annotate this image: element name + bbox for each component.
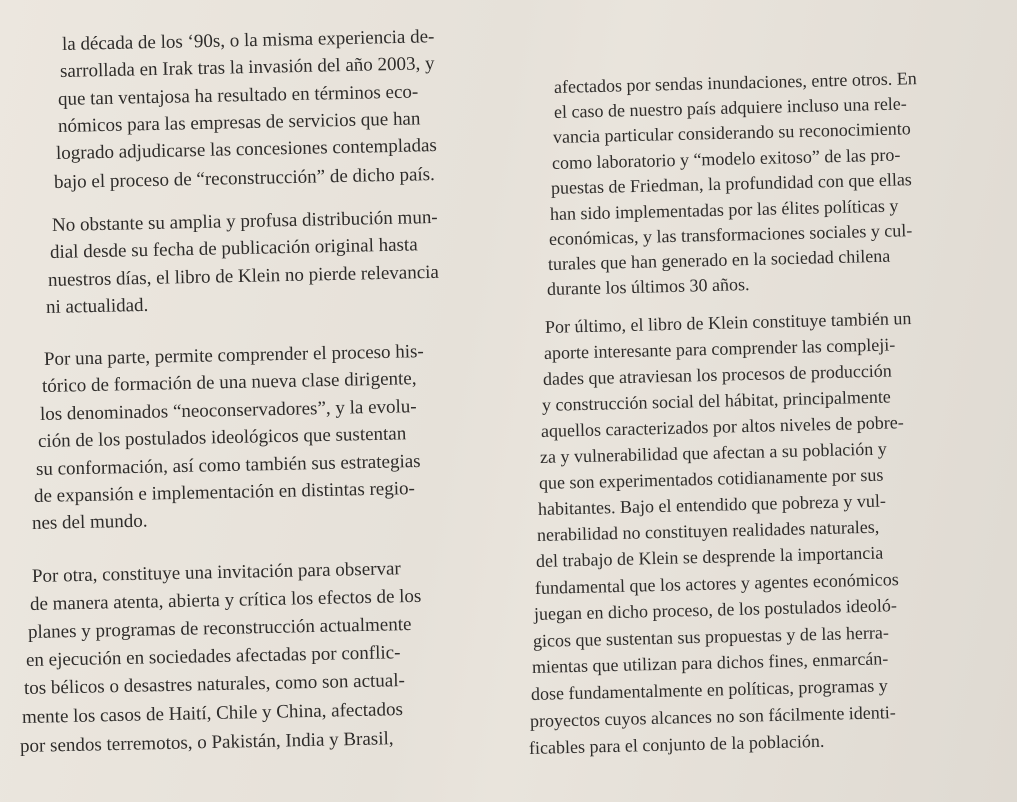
text-line: tórico de formación de una nueva clase dirigente,	[41, 368, 417, 397]
text-line: Por otra, constituye una invitación para observar	[31, 558, 401, 587]
text-line: aporte interesante para comprender las compleji-	[543, 334, 896, 363]
text-line: gicos que sustentan sus propuestas y de las herra-	[532, 622, 890, 651]
text-line: en ejecución en sociedades afectadas por conflic-	[25, 642, 401, 671]
text-line: planes y programas de reconstrucción actualmente	[27, 613, 412, 643]
text-line: dades que atraviesan los procesos de producción	[542, 360, 893, 389]
text-line: turales que han generado en la sociedad chilena	[547, 245, 891, 274]
text-line: la década de los ‘90s, o la misma experiencia de-	[61, 26, 435, 55]
text-line: dial desde su fecha de publicación original hasta	[49, 234, 418, 263]
text-line: aquellos caracterizados por altos niveles de pobre-	[540, 412, 904, 441]
text-line: vancia particular considerando su reconocimiento	[552, 118, 911, 147]
text-line: ción de los postulados ideológicos que sustentan	[37, 423, 407, 452]
text-line: za y vulnerabilidad que afectan a su población y	[539, 438, 888, 467]
text-line: su conformación, así como también sus estrategias	[35, 450, 421, 480]
text-line: Por último, el libro de Klein constituye también un	[544, 308, 912, 337]
text-line: dose fundamentalmente en políticas, programas y	[530, 675, 889, 704]
text-line: juegan en dicho proceso, de los postulados ideoló-	[533, 595, 898, 624]
text-line: de manera atenta, abierta y crítica los efectos de los	[29, 585, 422, 615]
text-line: habitantes. Bajo el entendido que pobreza y vul-	[537, 490, 887, 519]
text-line: tos bélicos o desastres naturales, como son actual-	[23, 670, 406, 699]
text-line: proyectos cuyos alcances no son fácilmente identi-	[529, 702, 897, 731]
text-line: de expansión e implementación en distintas regio-	[33, 478, 416, 507]
text-line: el caso de nuestro país adquiere incluso una rele-	[553, 93, 908, 122]
text-line: puestas de Friedman, la profundidad con que ellas	[550, 169, 913, 198]
text-line: ficables para el conjunto de la población.	[528, 730, 825, 758]
text-line: fundamental que los actores y agentes económicos	[534, 569, 900, 598]
text-line: que son experimentados cotidianamente por sus	[538, 464, 884, 493]
text-line: logrado adjudicarse las concesiones contempladas	[55, 135, 438, 164]
text-line: Por una parte, permite comprender el proceso his-	[43, 341, 425, 370]
text-line: y construcción social del hábitat, principalmente	[541, 386, 892, 415]
text-line: que tan ventajosa ha resultado en términos eco-	[57, 81, 419, 110]
text-line: sarrollada en Irak tras la invasión del año 2003, y	[59, 53, 435, 82]
text-line: bajo el proceso de “reconstrucción” de dicho país.	[53, 164, 436, 193]
text-line: del trabajo de Klein se desprende la importancia	[535, 542, 884, 571]
text-line: nerabilidad no constituyen realidades naturales,	[536, 516, 880, 545]
text-line: No obstante su amplia y profusa distribución mun-	[51, 206, 438, 236]
text-line: económicas, y las transformaciones sociales y cul-	[548, 220, 913, 249]
text-line: mientas que utilizan para dichos fines, enmarcán-	[531, 648, 889, 677]
text-line: han sido implementadas por las élites políticas y	[549, 195, 899, 224]
text-line: como laboratorio y “modelo exitoso” de las pro-	[551, 144, 901, 173]
text-line: nómicos para las empresas de servicios que han	[57, 108, 421, 137]
text-line: mente los casos de Haití, Chile y China, afectados	[21, 699, 404, 728]
text-line: por sendos terremotos, o Pakistán, India y Brasil,	[19, 728, 394, 757]
text-line: los denominados “neoconservadores”, y la evolu-	[39, 396, 417, 425]
text-line: afectados por sendas inundaciones, entre otros. En	[553, 68, 918, 97]
text-line: ni actualidad.	[45, 294, 149, 318]
text-line: nuestros días, el libro de Klein no pierde relevancia	[47, 261, 440, 291]
text-line: durante los últimos 30 años.	[546, 274, 750, 299]
text-line: nes del mundo.	[31, 510, 148, 534]
